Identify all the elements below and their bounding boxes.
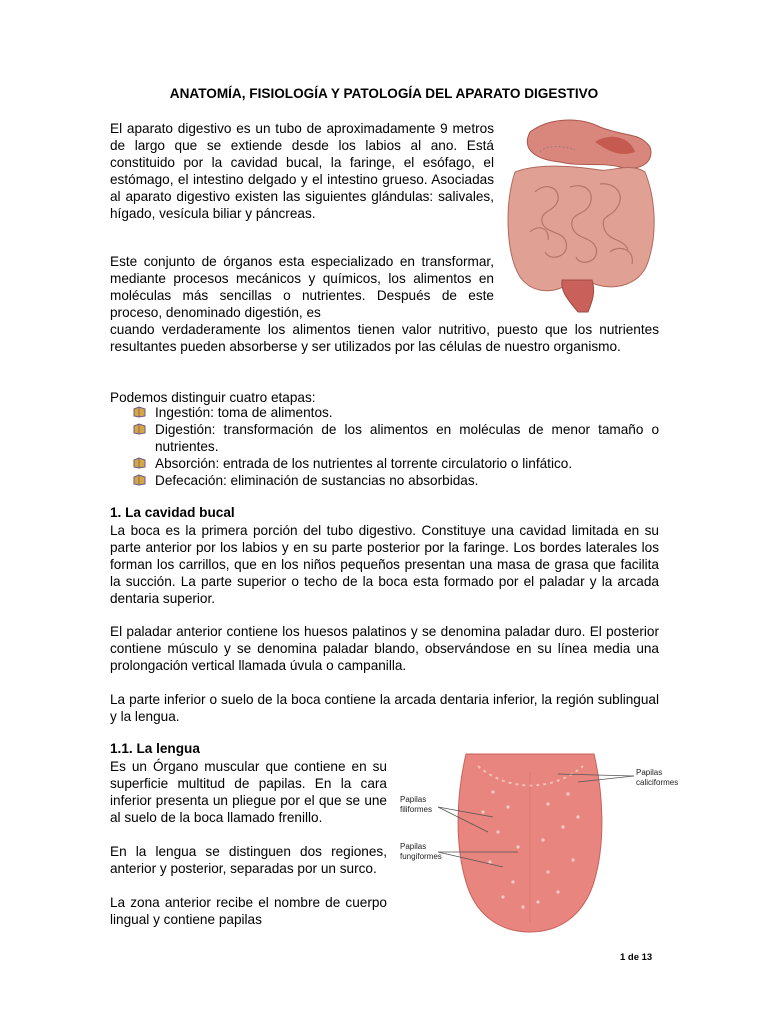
intro-paragraph-2a: Este conjunto de órganos esta especializado en transformar, mediante procesos mecánicos y químicos, los alimentos en moléculas más sencillas o nutrientes. Después de este proceso, denominado digestión, es (110, 254, 494, 320)
book-bullet-icon (133, 423, 146, 435)
section-1-paragraph-3: La parte inferior o suelo de la boca contiene la arcada dentaria inferior, la región sublingual y la lengua. (110, 692, 659, 724)
book-bullet-icon (133, 406, 146, 418)
stage-item-text: Ingestión: toma de alimentos. (155, 405, 333, 420)
label-caliciformes-2: caliciformes (636, 778, 679, 787)
section-1-paragraph-2: El paladar anterior contiene los huesos palatinos y se denomina paladar duro. El posterior contiene músculo y se denomina paladar blando, observándose en su línea media una prolongación vertical llamada úvula o campanilla. (110, 624, 659, 673)
label-filiformes-1: Papilas (400, 795, 427, 804)
section-1-1-paragraph-2: En la lengua se distinguen dos regiones, anterior y posterior, separadas por un surco. (110, 844, 387, 876)
tongue-figure (398, 752, 683, 934)
stages-intro: Podemos distinguir cuatro etapas: (110, 390, 316, 405)
section-1-paragraph-1: La boca es la primera porción del tubo digestivo. Constituye una cavidad limitada en su parte anterior por los labios y en su parte posterior por la faringe. Los bordes laterales los forman los carrillos, que en los niños pequeños presentan una masa de grasa que facilita la succión. La parte superior o techo de la boca esta formado por el paladar y la arcada dentaria superior. (110, 523, 659, 606)
page-number: 1 de 13 (620, 952, 653, 963)
label-caliciformes-1: Papilas (636, 768, 663, 777)
intro-paragraph-2b: cuando verdaderamente los alimentos tienen valor nutritivo, puesto que los nutrientes resultantes pueden absorberse y ser utilizados por las células de nuestro organismo. (110, 322, 659, 354)
page-title: ANATOMÍA, FISIOLOGÍA Y PATOLOGÍA DEL APARATO DIGESTIVO (169, 86, 599, 101)
book-bullet-icon (133, 457, 146, 469)
list-item (133, 472, 659, 489)
stages-list (133, 404, 659, 489)
section-1-1-paragraph-1: Es un Órgano muscular que contiene en su superficie multitud de papilas. En la cara inferior presenta un pliegue por el que se une al suelo de la boca llamado frenillo. (110, 759, 387, 825)
section-1-1-paragraph-3: La zona anterior recibe el nombre de cuerpo lingual y contiene papilas (110, 895, 387, 927)
list-item (133, 455, 659, 472)
list-item (133, 421, 659, 455)
section-1-1-heading: 1.1. La lengua (110, 741, 200, 756)
list-item (133, 404, 659, 421)
label-filiformes-2: filiformes (400, 805, 433, 814)
digestive-system-figure (500, 112, 660, 317)
intro-paragraph-1: El aparato digestivo es un tubo de aproximadamente 9 metros de largo que se extiende desde los labios al ano. Está constituido por la cavidad bucal, la faringe, el esófago, el estómago, el intestino delgado y el intestino grueso. Asociadas al aparato digestivo existen las siguientes glándulas: salivales, hígado, vesícula biliar y páncreas. (110, 121, 494, 221)
stage-item-text: Absorción: entrada de los nutrientes al torrente circulatorio o linfático. (155, 456, 573, 471)
stage-item-text: Digestión: transformación de los alimentos en moléculas de menor tamaño o nutrientes. (155, 422, 659, 454)
book-bullet-icon (133, 474, 146, 486)
label-fungiformes-1: Papilas (400, 842, 427, 851)
label-fungiformes-2: fungiformes (400, 852, 442, 861)
stage-item-text: Defecación: eliminación de sustancias no absorbidas. (155, 473, 479, 488)
section-1-heading: 1. La cavidad bucal (110, 505, 235, 520)
